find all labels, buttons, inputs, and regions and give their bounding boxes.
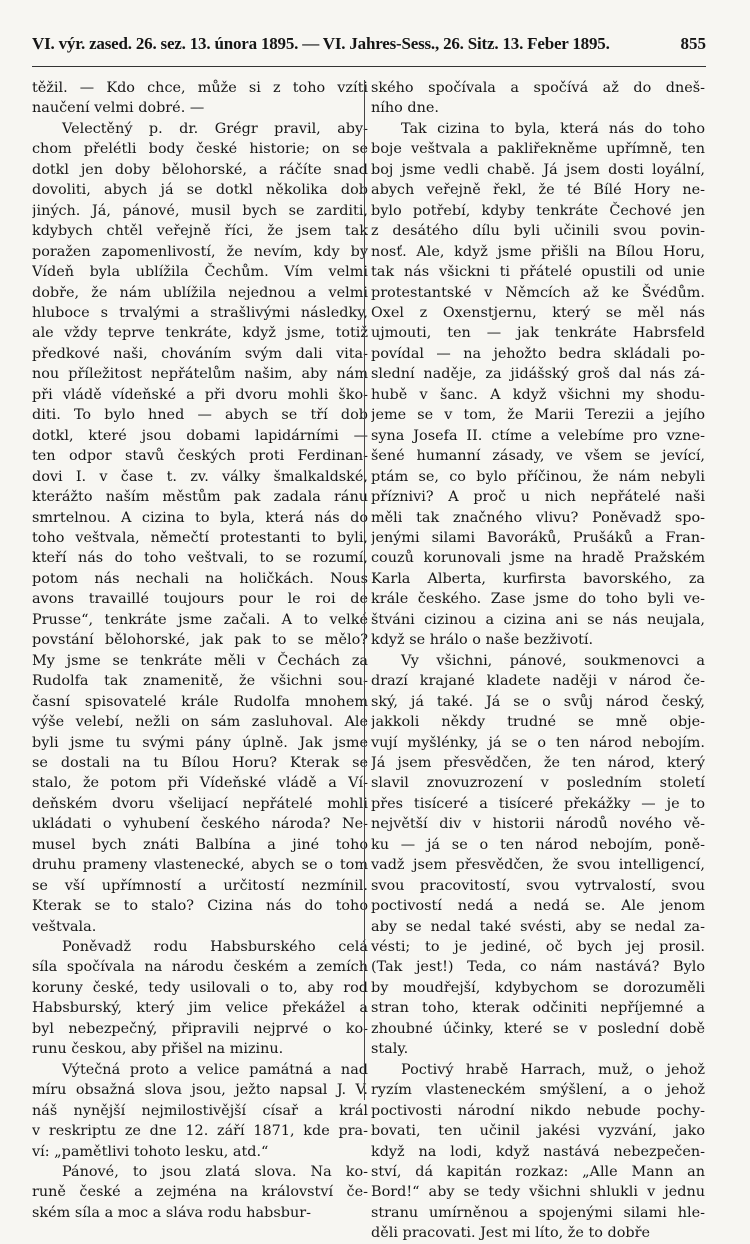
paragraph bbox=[32, 78, 368, 119]
text-line: hluboce s trvalými a strašlivými následky, bbox=[32, 304, 368, 321]
text-line: ku — já se o ten národ nebojím, poně- bbox=[371, 836, 705, 853]
text-line: by moudřejší, kdybychom se dorozuměli bbox=[371, 979, 705, 996]
text-line: bovati, ten učinil jakési vyzvání, jako bbox=[371, 1123, 705, 1140]
text-line: stalo, že potom při Vídeňské vládě a Ví- bbox=[32, 775, 368, 792]
text-line: ryzím vlasteneckém smýšlení, a o jehož bbox=[371, 1082, 705, 1099]
paragraph bbox=[32, 937, 368, 1060]
text-line: z desátého dílu byli učinili svou povin- bbox=[371, 223, 705, 240]
text-line: ale vždy teprve tenkráte, když jsme, totiž bbox=[32, 325, 368, 342]
text-line: Tak cizina to byla, která nás do toho bbox=[401, 120, 705, 137]
text-line: deňském dvoru všelijací nepřátelé mohli bbox=[32, 795, 368, 812]
text-line: dotkl jen doby bělohorské, a ráčíte snad bbox=[32, 161, 368, 178]
text-line: ví: „pamětlivi tohoto lesku, atd.“ bbox=[32, 1143, 269, 1160]
text-line: Kterak se to stalo? Cizina nás do toho bbox=[32, 898, 368, 915]
text-line: Poněvadž rodu Habsburského celá bbox=[62, 939, 368, 956]
text-line: největší div v historii národů nového vě- bbox=[371, 816, 705, 833]
text-line: těžil. — Kdo chce, může si z toho vzíti bbox=[32, 80, 368, 96]
text-line: byl nebezpečný, připravili nejprvé o ko- bbox=[32, 1020, 368, 1037]
paragraph bbox=[32, 1162, 368, 1223]
text-line: aby se nedal také svésti, aby se nedal za- bbox=[371, 918, 705, 935]
paragraph bbox=[371, 78, 705, 119]
text-line: bylo potřebí, kdyby tenkráte Čechové jen bbox=[371, 202, 705, 219]
text-line: veštvala. bbox=[32, 918, 97, 935]
text-line: syna Josefa II. ctíme a velebíme pro vzne- bbox=[371, 427, 705, 444]
text-line: Habsburský, který jim velice překážel a bbox=[32, 1000, 368, 1017]
text-line: Velectěný p. dr. Grégr pravil, aby- bbox=[62, 120, 368, 137]
text-line: míru obsažná slova jsou, ježto napsal J. V. bbox=[32, 1082, 368, 1099]
text-line: měli tak značného vlivu? Poněvadž spo- bbox=[371, 509, 705, 526]
text-line: kterážto naším městům pak zadala ránu bbox=[32, 489, 368, 506]
text-line: Rudolfa tak znamenitě, že všichni sou- bbox=[32, 673, 368, 690]
text-line: šené humanní zásady, ve všem se jevící, bbox=[371, 448, 705, 465]
page-number: 855 bbox=[680, 34, 706, 53]
text-line: byli jsme tu svými pány úplně. Jak jsme bbox=[32, 734, 368, 751]
text-line: Oxel z Oxenstjernu, který se měl nás bbox=[371, 304, 705, 321]
text-line: Prusse“, tenkráte jsme začali. A to velké bbox=[32, 611, 368, 628]
paragraph bbox=[32, 1060, 368, 1162]
text-line: když se hrálo o naše bezživotí. bbox=[371, 632, 594, 649]
text-line: Karla Alberta, kurfirsta bavorského, za bbox=[371, 570, 705, 587]
text-line: tak nás všickni ti přátelé opustili od unie bbox=[371, 264, 705, 281]
text-line: náš nynější nejmilostivější císař a král bbox=[32, 1102, 368, 1119]
text-line: protestantské v Němcích až ke Švédům. bbox=[371, 284, 705, 301]
paragraph bbox=[32, 119, 368, 937]
text-line: svou pracovitostí, svou vytrvalostí, svou bbox=[371, 877, 705, 894]
paragraph bbox=[371, 651, 705, 1060]
text-line: výše velebí, nežli on sám zasluhoval. Ale bbox=[32, 714, 368, 731]
text-line: runě české a zejména na království če- bbox=[32, 1184, 368, 1201]
text-line: ten odpor stavů českých proti Ferdinan- bbox=[32, 448, 368, 465]
header-rule bbox=[32, 66, 706, 67]
text-line: dovoliti, abych já se dotkl několika dob bbox=[32, 182, 368, 199]
text-line: příznivi? A proč u nich nepřátelé naši bbox=[371, 489, 705, 506]
text-line: kdybych chtěl veřejně říci, že jsem tak bbox=[32, 223, 368, 240]
text-line: jenými silami Bavoráků, Prušáků a Fran- bbox=[371, 529, 705, 546]
text-line: hubě v šanc. A když všichni my shodu- bbox=[371, 386, 705, 403]
text-line: boj jsme vedli chabě. Já jsem dosti loyální, bbox=[371, 161, 705, 178]
text-line: avons travaillé toujours pour le roi de bbox=[32, 591, 368, 608]
text-line: se vší upřímností a určitostí nezmínil. bbox=[32, 877, 368, 894]
header-session-info: VI. výr. zased. 26. sez. 13. února 1895. — VI. Jahres-Sess., 26. Sitz. 13. Feber 1895. bbox=[32, 34, 610, 53]
left-column bbox=[32, 78, 368, 1223]
text-line: síla spočívala na národu českém a zemích bbox=[32, 959, 368, 976]
text-line: ptám se, co bylo příčinou, že nám nebyli bbox=[371, 468, 705, 485]
paragraph bbox=[371, 119, 705, 651]
text-line: Vídeň byla ublížila Čechům. Vím velmi bbox=[32, 264, 368, 281]
text-line: boje veštvala a pakliřekněme upřímně, ten bbox=[371, 141, 705, 158]
page-header bbox=[32, 34, 706, 60]
text-line: Vy všichni, pánové, soukmenovci a bbox=[401, 652, 705, 669]
text-line: poctivostí nedá a nedá se. Ale jenom bbox=[371, 898, 705, 915]
text-line: abych veřejně řekl, že té Bílé Hory ne- bbox=[371, 182, 705, 199]
text-line: jakkoli někdy trudné se mně obje- bbox=[371, 714, 705, 731]
text-line: ském síla a moc a sláva rodu habsbur- bbox=[32, 1204, 311, 1221]
text-line: poctivosti národní nikdo nebude pochy- bbox=[371, 1102, 705, 1119]
text-line: povídal — na jehožto bedra skládali po- bbox=[371, 345, 705, 362]
text-line: Já jsem přesvědčen, že ten národ, který bbox=[371, 754, 705, 771]
text-line: Výtečná proto a velice památná a nad bbox=[62, 1061, 368, 1078]
text-line: vují myšlénky, já se o ten národ nebojím. bbox=[371, 734, 705, 751]
text-line: Bord!“ aby se tedy všichni shlukli v jednu bbox=[371, 1184, 705, 1201]
text-line: drazí krajané kladete naději v národ če- bbox=[371, 673, 705, 690]
text-line: nou příležitost nepřátelům našim, aby nám bbox=[32, 366, 368, 383]
text-line: potom nás nechali na holičkách. Nous bbox=[32, 570, 368, 587]
text-line: ství, dá kapitán rozkaz: „Alle Mann an bbox=[371, 1164, 705, 1181]
text-line: smrtelnou. A cizina to byla, která nás do bbox=[32, 509, 368, 526]
text-line: povstání bělohorské, jak pak to se mělo? bbox=[32, 632, 368, 649]
text-line: jiných. Já, pánové, musil bych se zarditi, bbox=[32, 202, 368, 219]
text-line: ního dne. bbox=[371, 100, 439, 117]
text-line: se dostali na tu Bílou Horu? Kterak se bbox=[32, 754, 368, 771]
text-line: štváni cizinou a cizina ani se nás neujala, bbox=[371, 611, 705, 628]
text-line: slavil znovuzrození v posledním století bbox=[371, 775, 705, 792]
column-divider bbox=[364, 80, 365, 1100]
text-line: couzů korunovali jsme na hradě Pražském bbox=[371, 550, 705, 567]
text-line: krále českého. Zase jsme do toho byli ve- bbox=[371, 591, 705, 608]
text-line: druhu prameny vlastenecké, abych se o tom bbox=[32, 857, 368, 874]
text-line: toho veštvala, němečtí protestanti to byli, bbox=[32, 529, 368, 546]
text-line: ský, já také. Já se o svůj národ český, bbox=[371, 693, 705, 710]
text-line: My jsme se tenkráte měli v Čechách za bbox=[32, 652, 368, 669]
text-line: staly. bbox=[371, 1041, 409, 1058]
text-line: ukládati o vyhubení českého národa? Ne- bbox=[32, 816, 368, 833]
text-line: ujmouti, ten — jak tenkráte Habrsfeld bbox=[371, 325, 705, 342]
text-line: poražen zapomenlivostí, že nevím, kdy by bbox=[32, 243, 368, 260]
text-line: (Tak jest!) Teda, co nám nastává? Bylo bbox=[371, 959, 705, 976]
text-line: koruny české, tedy usilovali o to, aby rod bbox=[32, 979, 368, 996]
text-line: slední naděje, za jidášský groš dal nás zá- bbox=[371, 366, 705, 383]
text-line: zhoubné účinky, které se v poslední době bbox=[371, 1020, 705, 1037]
text-line: dovi I. v čase t. zv. války šmalkaldské, bbox=[32, 468, 368, 485]
text-line: když na lodi, když nastává nebezpečen- bbox=[371, 1143, 705, 1160]
text-line: naučení velmi dobré. — bbox=[32, 100, 205, 117]
text-line: časní spisovatelé krále Rudolfa mnohem bbox=[32, 693, 368, 710]
text-line: Pánové, to jsou zlatá slova. Na ko- bbox=[62, 1164, 368, 1181]
text-line: při vládě vídeňské a při dvoru mohli ško- bbox=[32, 386, 368, 403]
text-line: nosť. Ale, když jsme přišli na Bílou Horu, bbox=[371, 243, 705, 260]
right-column bbox=[371, 78, 705, 1244]
text-line: stran toho, kterak odčiniti nepříjemné a bbox=[371, 1000, 705, 1017]
text-line: runu českou, aby přišel na mizinu. bbox=[32, 1041, 284, 1058]
text-line: jeme se v tom, že Marii Terezii a jejího bbox=[371, 407, 705, 424]
text-line: v reskriptu ze dne 12. září 1871, kde pra- bbox=[32, 1123, 368, 1140]
paragraph bbox=[371, 1060, 705, 1244]
text-line: Poctivý hrabě Harrach, muž, o jehož bbox=[401, 1061, 705, 1078]
text-line: vésti; to je jediné, oč bych jej prosil. bbox=[371, 939, 705, 956]
text-line: musel bych znáti Balbína a jiné toho bbox=[32, 836, 368, 853]
text-line: diti. To bylo hned — abych se tří dob bbox=[32, 407, 368, 424]
text-line: chom přelétli body české historie; on se bbox=[32, 141, 368, 158]
text-line: dotkl, které jsou dobami lapidárními — bbox=[32, 427, 368, 444]
text-line: děli pracovati. Jest mi líto, že to dobře bbox=[371, 1225, 650, 1242]
text-line: ského spočívala a spočívá až do dneš- bbox=[371, 80, 705, 96]
text-line: vadž jsem přesvědčen, že svou intelligencí, bbox=[371, 857, 705, 874]
text-line: dobře, že nám ublížila nejednou a velmi bbox=[32, 284, 368, 301]
text-line: stranu umírněnou a spojenými silami hle- bbox=[371, 1204, 705, 1221]
text-line: kteří nás do toho veštvali, to se rozumí, bbox=[32, 550, 368, 567]
text-line: přes tisíceré a tisíceré překážky — je to bbox=[371, 795, 705, 812]
text-line: předkové naši, chováním svým dali vita- bbox=[32, 345, 368, 362]
